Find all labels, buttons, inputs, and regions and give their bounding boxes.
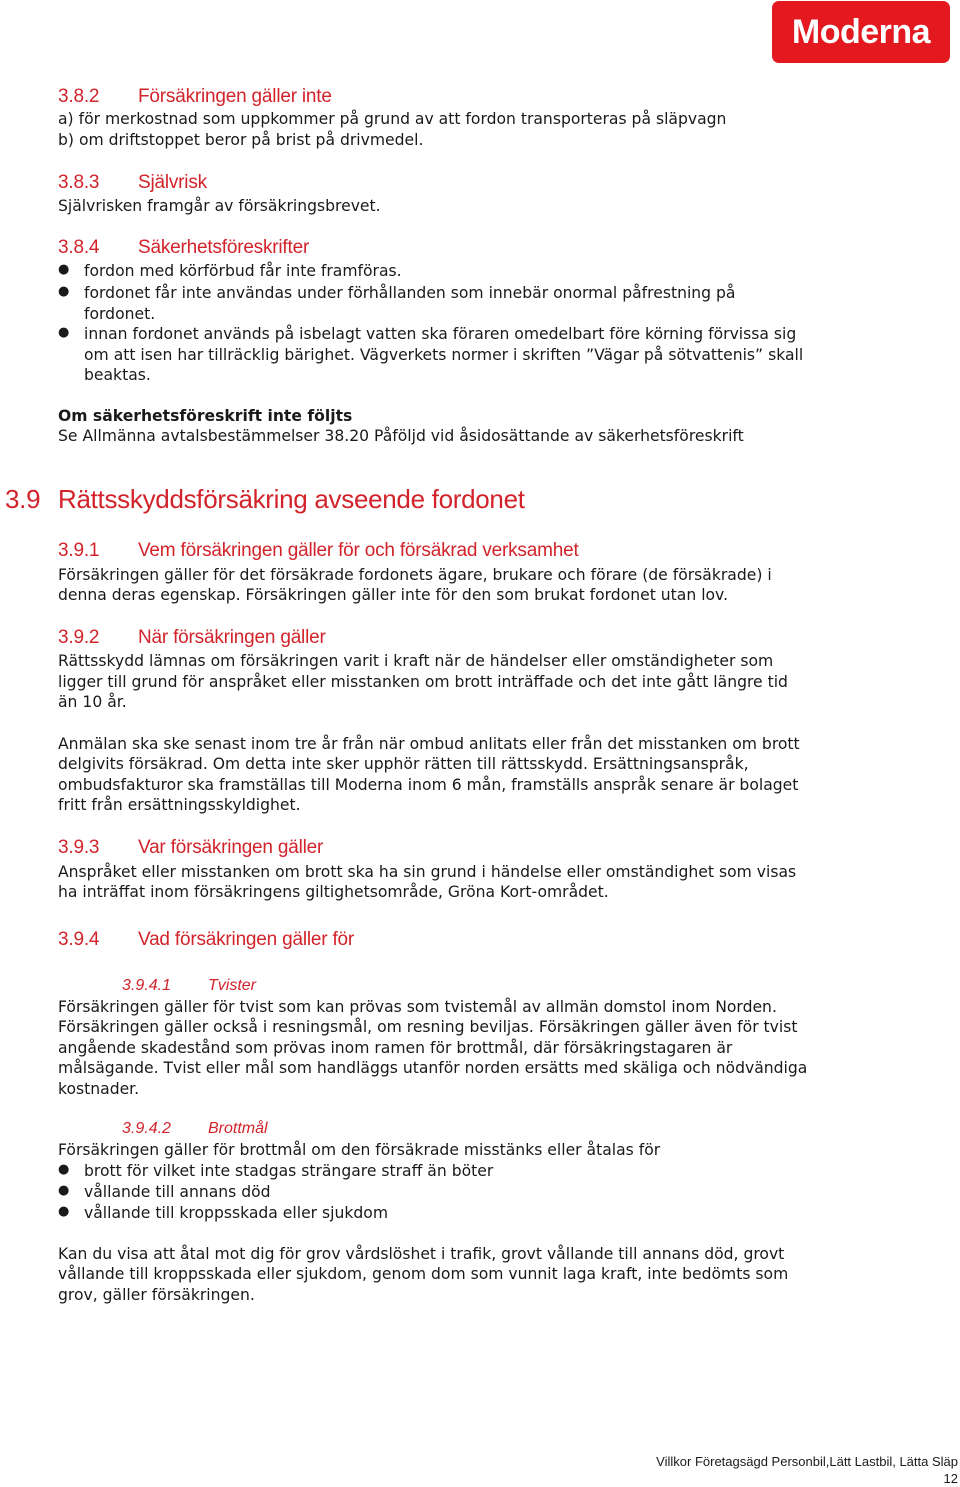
page-footer <box>656 1453 958 1487</box>
bullet-item: vållande till annans död <box>84 1183 271 1201</box>
paragraph-line: vållande till kroppsskada eller sjukdom, genom dom som vunnit laga kraft, inte bedömts som <box>58 1265 789 1283</box>
bullet-item: fordonet får inte användas under förhållanden som innebär onormal påfrestning på <box>84 284 736 302</box>
heading-title: Rättsskyddsförsäkring avseende fordonet <box>58 484 525 514</box>
paragraph-line: delgivits försäkrad. Om detta inte sker upphör rätten till rättsskydd. Ersättningsanspråk, <box>58 755 749 773</box>
paragraph-line: än 10 år. <box>58 693 127 711</box>
heading-title: Brottmål <box>208 1120 268 1137</box>
bullet-item-cont: beaktas. <box>84 366 151 384</box>
list-item-a: a) för merkostnad som uppkommer på grund av att fordon transporteras på släpvagn <box>58 110 727 128</box>
paragraph-line: kostnader. <box>58 1080 140 1098</box>
heading-number: 3.8.3 <box>58 172 100 193</box>
heading-title: Försäkringen gäller inte <box>138 86 332 107</box>
heading-3-9-4-1 <box>122 977 256 995</box>
heading-number: 3.8.4 <box>58 237 100 258</box>
page-number: 12 <box>943 1471 958 1486</box>
paragraph-line: ligger till grund för anspråket eller misstanken om brott inträffade och det inte gått längre tid <box>58 673 788 691</box>
paragraph: Självrisken framgår av försäkringsbrevet. <box>58 197 381 215</box>
heading-number: 3.9.1 <box>58 540 100 561</box>
heading-number: 3.9.4 <box>58 929 100 950</box>
paragraph-line: Försäkringen gäller för brottmål om den försäkrade misstänks eller åtalas för <box>58 1141 661 1159</box>
list-item-b: b) om driftstoppet beror på brist på drivmedel. <box>58 131 424 149</box>
heading-title: Säkerhetsföreskrifter <box>138 237 310 258</box>
bullet-item: vållande till kroppsskada eller sjukdom <box>84 1204 389 1222</box>
bullet-dot: ● <box>58 284 70 299</box>
paragraph-line: angående skadestånd som prövas inom ramen för brottmål, där försäkringstagaren är <box>58 1039 733 1057</box>
heading-3-9-4-2 <box>122 1120 268 1138</box>
heading-number: 3.9.2 <box>58 627 100 648</box>
paragraph-line: Anspråket eller misstanken om brott ska ha sin grund i händelse eller omständighet som visas <box>58 863 797 881</box>
bullet-dot: ● <box>58 325 70 340</box>
logo-text: Moderna <box>791 12 931 51</box>
heading-title: Vad försäkringen gäller för <box>138 929 355 950</box>
heading-number: 3.8.2 <box>58 86 100 107</box>
heading-number: 3.9 <box>5 484 41 514</box>
bullet-item-cont: om att isen har tillräcklig bärighet. Vägverkets normer i skriften ”Vägar på sötvattenis” skall <box>84 346 804 364</box>
paragraph-line: denna deras egenskap. Försäkringen gäller inte för den som brukat fordonet utan lov. <box>58 586 729 604</box>
heading-title: Var försäkringen gäller <box>138 837 324 858</box>
bullet-item-cont: fordonet. <box>84 305 156 323</box>
heading-title: Vem försäkringen gäller för och försäkrad verksamhet <box>138 540 579 561</box>
bullet-dot: ● <box>58 1183 70 1198</box>
heading-3-9 <box>5 484 525 515</box>
paragraph-line: målsägande. Tvist eller mål som handläggs utanför norden ersätts med skäliga och nödvändiga <box>58 1059 808 1077</box>
bullet-dot: ● <box>58 1162 70 1177</box>
bullet-item: brott för vilket inte stadgas strängare straff än böter <box>84 1162 494 1180</box>
bullet-item: innan fordonet används på isbelagt vatten ska föraren omedelbart före körning förvissa sig <box>84 325 797 343</box>
heading-number: 3.9.3 <box>58 837 100 858</box>
paragraph-line: ha inträffat inom försäkringens giltighetsområde, Gröna Kort-området. <box>58 883 609 901</box>
paragraph-line: Försäkringen gäller också i resningsmål, om resning beviljas. Försäkringen gäller även för tvist <box>58 1018 798 1036</box>
bullet-item: fordon med körförbud får inte framföras. <box>84 262 402 280</box>
paragraph-line: Anmälan ska ske senast inom tre år från när ombud anlitats eller från det misstanken om brott <box>58 735 800 753</box>
footer-document-title: Villkor Företagsägd Personbil,Lätt Lastbil, Lätta Släp <box>656 1454 958 1469</box>
heading-title: När försäkringen gäller <box>138 627 326 648</box>
bullet-dot: ● <box>58 262 70 277</box>
paragraph-line: Försäkringen gäller för tvist som kan prövas som tvistemål av allmän domstol inom Norden. <box>58 998 777 1016</box>
paragraph-line: ombudsfakturor ska framställas till Moderna inom 6 mån, framställs anspråk senare är bolaget <box>58 776 799 794</box>
sub-heading: Om säkerhetsföreskrift inte följts <box>58 407 353 425</box>
paragraph: Se Allmänna avtalsbestämmelser 38.20 Påföljd vid åsidosättande av säkerhetsföreskrift <box>58 427 744 445</box>
heading-title: Självrisk <box>138 172 207 193</box>
heading-number: 3.9.4.1 <box>122 977 171 994</box>
paragraph-line: Kan du visa att åtal mot dig för grov vårdslöshet i trafik, grovt vållande till annans död, grovt <box>58 1245 785 1263</box>
paragraph-line: Försäkringen gäller för det försäkrade fordonets ägare, brukare och förare (de försäkrade) i <box>58 566 772 584</box>
paragraph-line: fritt från ersättningsskyldighet. <box>58 796 301 814</box>
paragraph-line: grov, gäller försäkringen. <box>58 1286 255 1304</box>
heading-number: 3.9.4.2 <box>122 1120 171 1137</box>
bullet-dot: ● <box>58 1204 70 1219</box>
heading-title: Tvister <box>208 977 256 994</box>
paragraph-line: Rättsskydd lämnas om försäkringen varit i kraft när de händelser eller omständigheter som <box>58 652 774 670</box>
moderna-logo <box>772 1 950 63</box>
